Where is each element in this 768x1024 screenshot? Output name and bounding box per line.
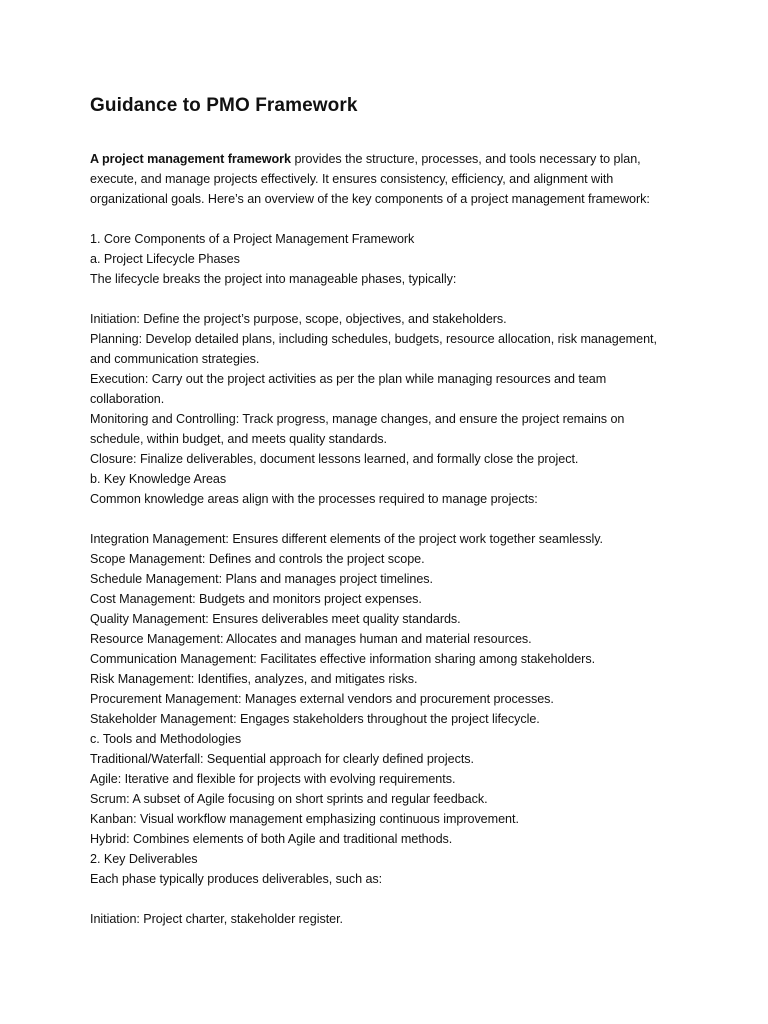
text-line: Kanban: Visual workflow management emphasizing continuous improvement.: [90, 812, 519, 826]
section-knowledge-areas: [90, 529, 680, 889]
text-line: Common knowledge areas align with the processes required to manage projects:: [90, 492, 538, 506]
text-line: Traditional/Waterfall: Sequential approach for clearly defined projects.: [90, 752, 474, 766]
blank-line: [90, 289, 680, 309]
section-lifecycle-phases: [90, 309, 680, 509]
text-line: Communication Management: Facilitates effective information sharing among stakeholders.: [90, 652, 596, 666]
text-line: 2. Key Deliverables: [90, 852, 198, 866]
text-line: schedule, within budget, and meets quality standards.: [90, 432, 387, 446]
text-line: Agile: Iterative and flexible for projects with evolving requirements.: [90, 772, 456, 786]
blank-line: [90, 209, 680, 229]
text-line: Stakeholder Management: Engages stakeholders throughout the project lifecycle.: [90, 712, 540, 726]
text-line: Initiation: Define the project’s purpose, scope, objectives, and stakeholders.: [90, 312, 507, 326]
intro-line-2: execute, and manage projects effectively. It ensures consistency, efficiency, and alignment with: [90, 172, 614, 186]
text-line: Procurement Management: Manages external vendors and procurement processes.: [90, 692, 554, 706]
intro-line-3: organizational goals. Here’s an overview of the key components of a project management framework:: [90, 192, 650, 206]
text-line: Scope Management: Defines and controls the project scope.: [90, 552, 425, 566]
text-line: Execution: Carry out the project activities as per the plan while managing resources and team: [90, 372, 607, 386]
text-line: Scrum: A subset of Agile focusing on short sprints and regular feedback.: [90, 792, 488, 806]
text-line: c. Tools and Methodologies: [90, 732, 242, 746]
text-line: The lifecycle breaks the project into manageable phases, typically:: [90, 272, 457, 286]
text-line: Each phase typically produces deliverables, such as:: [90, 872, 383, 886]
blank-line: [90, 889, 680, 909]
text-line: Initiation: Project charter, stakeholder register.: [90, 912, 344, 926]
text-line: Planning: Develop detailed plans, including schedules, budgets, resource allocation, risk management,: [90, 332, 657, 346]
text-line: Schedule Management: Plans and manages project timelines.: [90, 572, 433, 586]
document-body: [90, 149, 680, 929]
text-line: 1. Core Components of a Project Management Framework: [90, 232, 415, 246]
document-title: Guidance to PMO Framework: [90, 95, 358, 116]
text-line: Cost Management: Budgets and monitors project expenses.: [90, 592, 422, 606]
text-line: b. Key Knowledge Areas: [90, 472, 227, 486]
text-line: Risk Management: Identifies, analyzes, and mitigates risks.: [90, 672, 418, 686]
text-line: and communication strategies.: [90, 352, 260, 366]
section-core-components: [90, 229, 680, 289]
text-line: Monitoring and Controlling: Track progress, manage changes, and ensure the project remains on: [90, 412, 625, 426]
intro-line-1: [90, 149, 680, 169]
intro-bold-lead: A project management framework: [90, 152, 291, 166]
intro-line-1-rest: provides the structure, processes, and tools necessary to plan,: [291, 152, 641, 166]
text-line: Resource Management: Allocates and manages human and material resources.: [90, 632, 532, 646]
text-line: Integration Management: Ensures different elements of the project work together seamlessly.: [90, 532, 603, 546]
section-key-deliverables: [90, 909, 680, 929]
text-line: Closure: Finalize deliverables, document lessons learned, and formally close the project.: [90, 452, 579, 466]
blank-line: [90, 509, 680, 529]
text-line: Hybrid: Combines elements of both Agile and traditional methods.: [90, 832, 453, 846]
text-line: collaboration.: [90, 392, 165, 406]
text-line: a. Project Lifecycle Phases: [90, 252, 240, 266]
text-line: Quality Management: Ensures deliverables meet quality standards.: [90, 612, 461, 626]
